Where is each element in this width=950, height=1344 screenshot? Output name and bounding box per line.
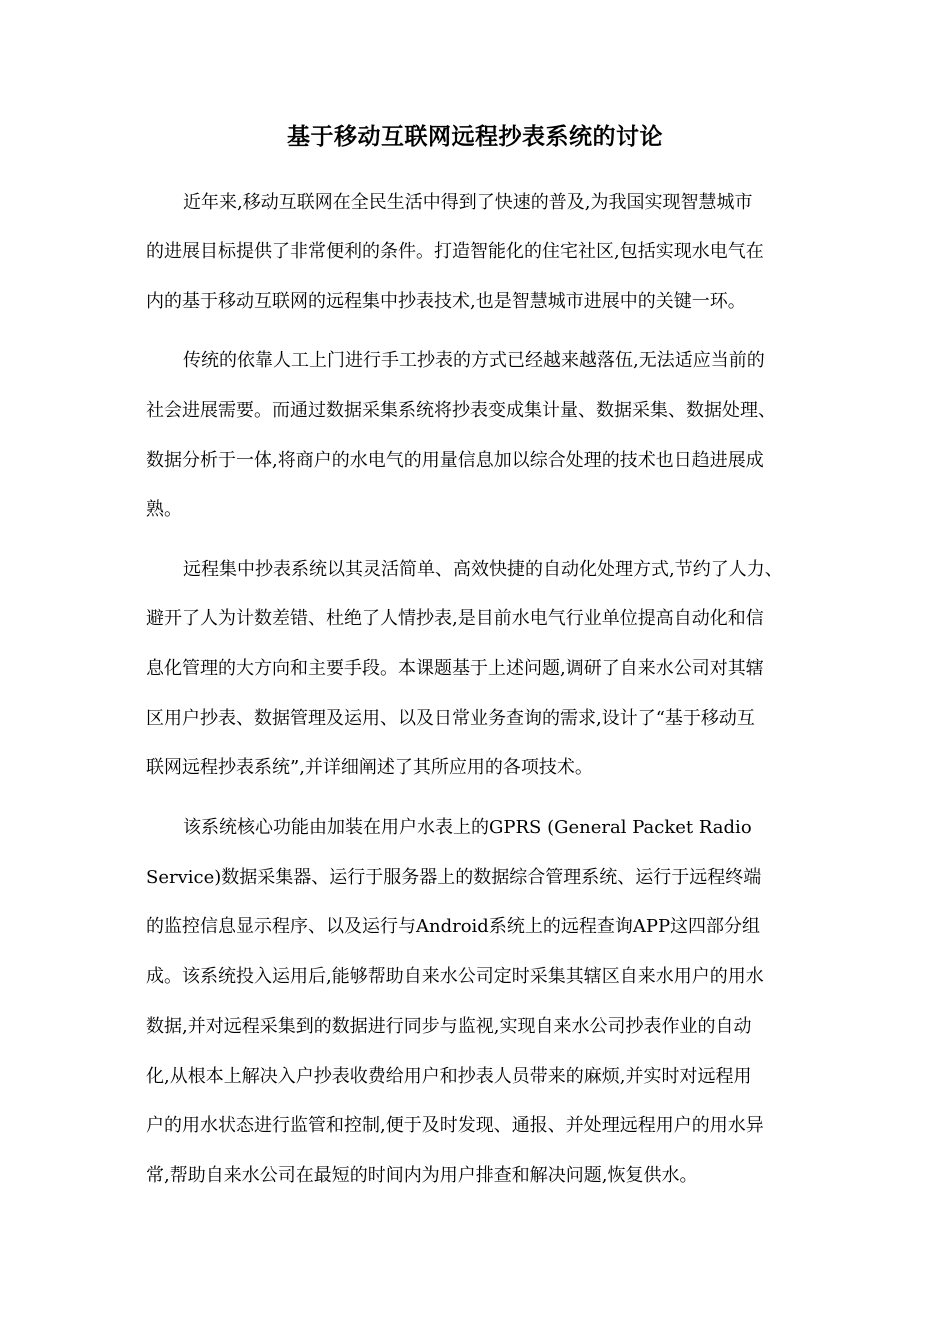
paragraph-2-line-2: 社会进展需要。而通过数据采集系统将抄表变成集计量、数据采集、数据处理、 — [146, 400, 776, 421]
paragraph-3-line-3: 息化管理的大方向和主要手段。本课题基于上述问题,调研了自来水公司对其辖 — [146, 658, 764, 679]
paragraph-3-line-2: 避开了人为计数差错、杜绝了人情抄表,是目前水电气行业单位提高自动化和信 — [146, 608, 764, 629]
paragraph-4-line-5: 数据,并对远程采集到的数据进行同步与监视,实现自来水公司抄表作业的自动 — [146, 1016, 752, 1037]
paragraph-2-line-1: 传统的依靠人工上门进行手工抄表的方式已经越来越落伍,无法适应当前的 — [183, 350, 765, 371]
paragraph-4-line-8: 常,帮助自来水公司在最短的时间内为用户排查和解决问题,恢复供水。 — [146, 1165, 698, 1186]
paragraph-1-line-1: 近年来,移动互联网在全民生活中得到了快速的普及,为我国实现智慧城市 — [183, 192, 753, 213]
paragraph-4-line-7: 户的用水状态进行监管和控制,便于及时发现、通报、并处理远程用户的用水异 — [146, 1115, 764, 1136]
paragraph-4-line-3: 的监控信息显示程序、以及运行与Android系统上的远程查询APP这四部分组 — [146, 916, 761, 937]
paragraph-2-line-4: 熟。 — [146, 499, 182, 520]
paragraph-4-line-6: 化,从根本上解决入户抄表收费给用户和抄表人员带来的麻烦,并实时对远程用 — [146, 1066, 752, 1087]
paragraph-4-line-4: 成。该系统投入运用后,能够帮助自来水公司定时采集其辖区自来水用户的用水 — [146, 966, 764, 987]
paragraph-3-line-1: 远程集中抄表系统以其灵活简单、高效快捷的自动化处理方式,节约了人力、 — [183, 559, 783, 580]
paragraph-4-line-1: 该系统核心功能由加装在用户水表上的GPRS (General Packet Radio — [183, 817, 752, 838]
document-title: 基于移动互联网远程抄表系统的讨论 — [287, 123, 663, 150]
paragraph-1-line-2: 的进展目标提供了非常便利的条件。打造智能化的住宅社区,包括实现水电气在 — [146, 241, 764, 262]
paragraph-1-line-3: 内的基于移动互联网的远程集中抄表技术,也是智慧城市进展中的关键一环。 — [146, 291, 746, 312]
paragraph-2-line-3: 数据分析于一体,将商户的水电气的用量信息加以综合处理的技术也日趋进展成 — [146, 450, 764, 471]
paragraph-4-line-2: Service)数据采集器、运行于服务器上的数据综合管理系统、运行于远程终端 — [146, 867, 762, 888]
paragraph-3-line-4: 区用户抄表、数据管理及运用、以及日常业务查询的需求,设计了“基于移动互 — [146, 708, 755, 729]
paragraph-3-line-5: 联网远程抄表系统”,并详细阐述了其所应用的各项技术。 — [146, 757, 593, 778]
